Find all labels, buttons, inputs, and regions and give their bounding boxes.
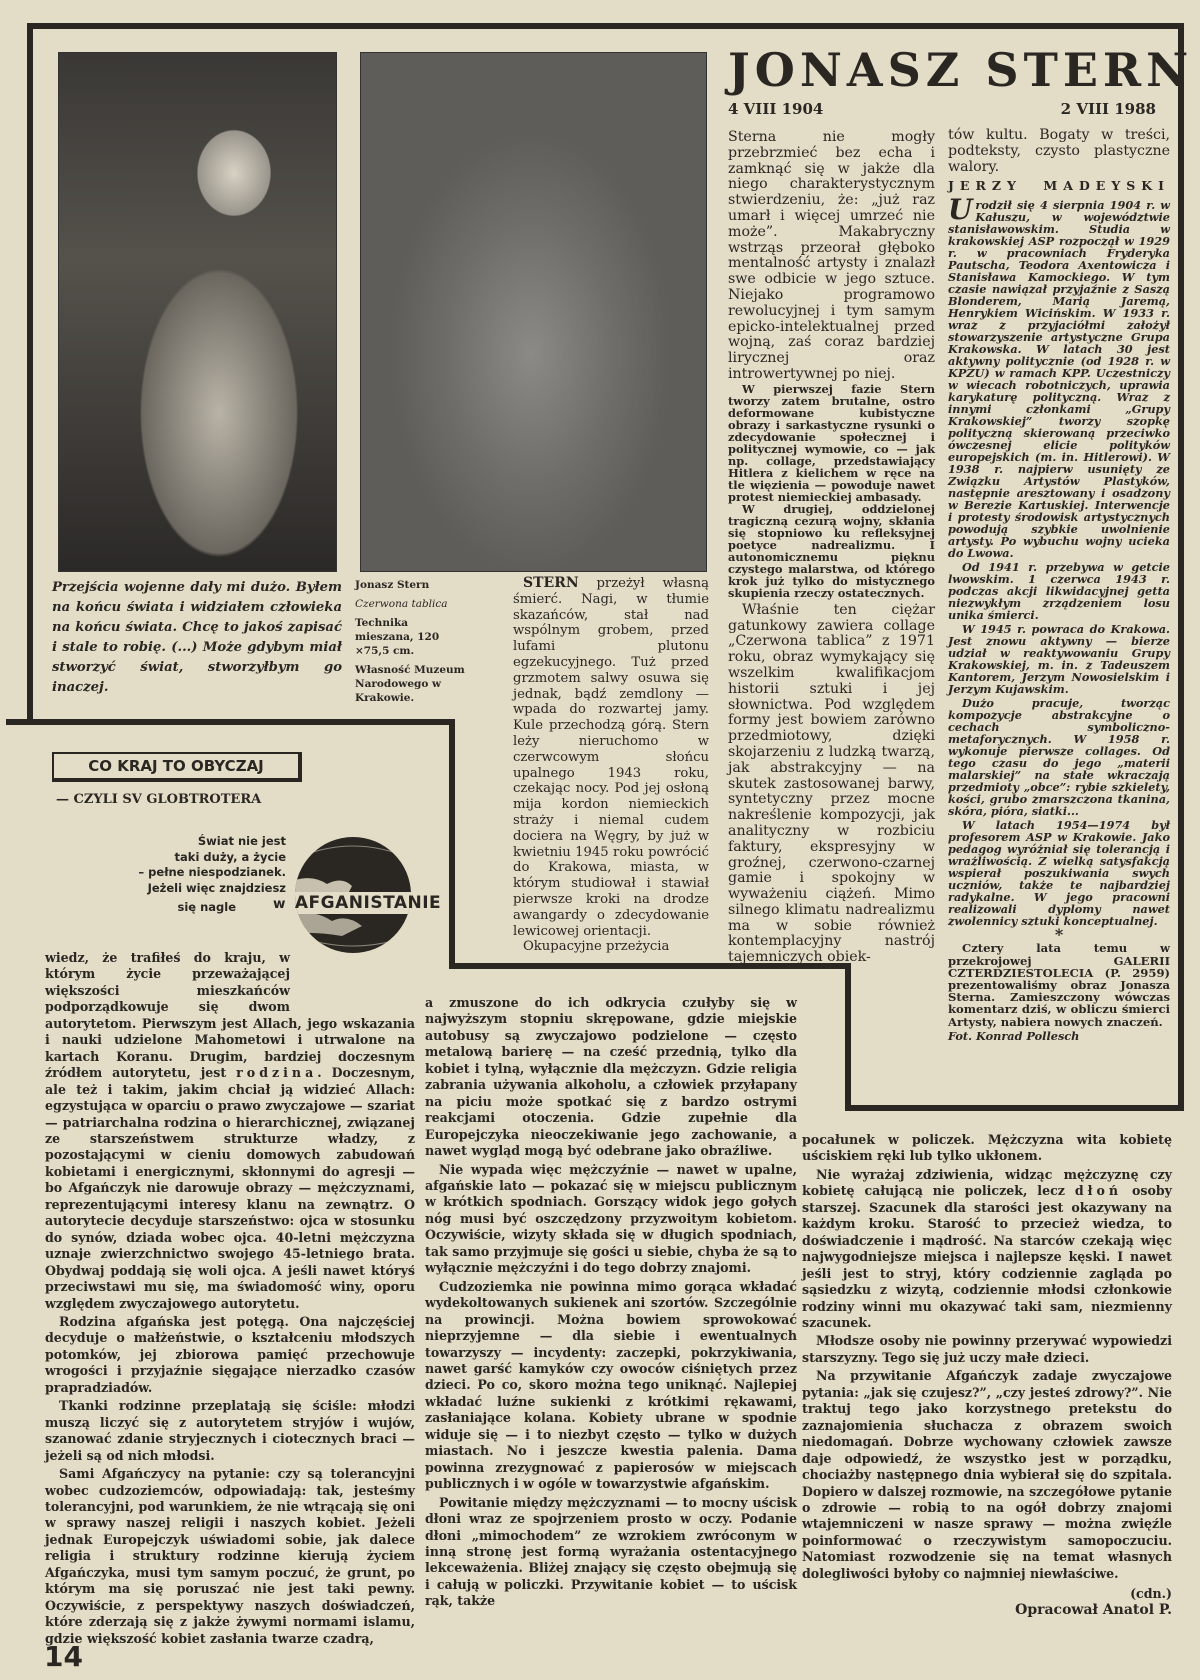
- text: osoby starszej. Szacunek dla starości jest okazywany na każdym kroku. Starość to przecież wiedza, to doświadczenie i mądrość. Na starców czekają więc najwygodniejsze miejsca i najlepsze kęski. I nawet jeśli jest to stryj, który codziennie zagląda po sąsiedzku z wizytą, codziennie młodsi członkowie rodziny winni mu okazywać taki sam, niezmienny szacunek.: [802, 1183, 1172, 1330]
- life-dates: [728, 100, 1156, 118]
- lead-line: – pełne niespodzianek.: [138, 865, 286, 879]
- section-subtitle: — CZYLI SV GLOBTROTERA: [56, 792, 262, 807]
- obituary-lead-column: [513, 576, 709, 955]
- lead-word: STERN: [523, 575, 579, 591]
- bio-paragraph: Od 1941 r. przebywa w getcie lwowskim. 1 czerwca 1943 r. podczas akcji likwidacyjnej getta niezwykłym zrządzeniem losu unika śmierci.: [948, 560, 1170, 623]
- obituary-title: JONASZ STERN: [728, 43, 1194, 97]
- drop-cap: U: [948, 193, 973, 227]
- lead-line: się nagle: [177, 900, 236, 914]
- paragraph: Powitanie między mężczyznami — to mocny uścisk dłoni wraz ze spojrzeniem prosto w oczy. Podanie dłoni „mimochodem” ze wzrokiem zwróconym w inną stronę jest formą wyrażania ostentacyjnego lekceważenia. Bliżej znający się często obejmują się i całują w policzki. Przywitanie kobiet — to uścisk rąk, także: [425, 1494, 797, 1609]
- travel-lead: [92, 834, 286, 916]
- lead-w: w: [273, 896, 286, 912]
- paragraph: a zmuszone do ich odkrycia czułyby się w najwyższym stopniu skrępowane, gdzie miejskie autobusy są zwyczajowo podzielone — często metalową barierę — na cześć przednią, tylko dla kobiet i tylną, wyłącznie dla mężczyzn. Gdzie religia zabrania używania alkoholu, a człowiek przyłapany na piciu może spotkać się z bardzo ostrymi reakcjami otoczenia. Gdzie zupełnie dla Europejczyka nieoczekiwanie jego zachowanie, a nawet wygląd mogą być odebrane jako obraźliwe.: [425, 995, 797, 1159]
- lead-paragraph: [513, 576, 709, 939]
- death-date: 2 VIII 1988: [1060, 100, 1156, 118]
- article-author: Opracował Anatol P.: [1015, 1602, 1172, 1619]
- paragraph: Właśnie ten ciężar gatunkowy zawiera collage „Czerwona tablica” z 1971 roku, obraz wymykający się wszelkim kwalifikacjom historii sztuki i jej słownictwa. Pod względem formy jest bowiem zarówno przedmiotowy, dzięki skojarzeniu z ludzką twarzą, jak abstrakcyjny — na skutek zastosowanej barwy, syntetyczny przez mocne nakreślenie kompozycji, jak analityczny w rozbiciu faktury, ekspresyjny w groźnej, czerwono-czarnej gamie i spokojny w wyważeniu ciążeń. Mimo silnego klimatu nadrealizmu ma w sobie również kontemplacyjny nastrój tajemniczych obiek-: [728, 601, 935, 966]
- travel-column-3: [802, 1132, 1172, 1619]
- bio-paragraph: rodził się 4 sierpnia 1904 r. w Kałuszu, w województwie stanisławowskim. Studia w krakowskiej ASP rozpoczął w 1929 r. w pracowniach Fryderyka Pautscha, Teodora Axentowicza i Stanisława Kamockiego. W tym czasie nawiązał przyjaźnie z Saszą Blonderem, Marią Jaremą, Henrykiem Wicińskim. W 1933 r. wraz z przyjaciółmi założył stowarzyszenie artystyczne Grupa Krakowska. W latach 30 jest aktywny politycznie (od 1928 r. w KPZU) w ramach KPP. Uczestniczy w wiecach robotniczych, uprawia karykaturę polityczną. Wraz z innymi członkami „Grupy Krakowskiej” tworzy szopkę polityczną skierowaną przeciwko ówczesnej elicie polityków europejskich (m. in. Hitlerowi). W 1938 r. najpierw usunięty ze Związku Artystów Plastyków, następnie aresztowany i osadzony w Berezie Kartuskiej. Interwencje i protesty środowisk artystycznych powodują szybkie uwolnienie artysty. Po wybuchu wojny ucieka do Lwowa.: [948, 198, 1170, 561]
- photo-credit: Fot. Konrad Pollesch: [948, 1028, 1080, 1043]
- paragraph: pocałunek w policzek. Mężczyzna wita kobietę uściskiem ręki lub tylko ukłonem.: [802, 1132, 1172, 1164]
- paragraph: Tkanki rodzinne przeplatają się ściśle: młodzi muszą liczyć się z autorytetem stryjów i wujów, szanować zdanie stryjecznych i ciotecznych braci — jeżeli są od nich młodsi.: [45, 1398, 415, 1463]
- text: wiedz, że trafiłeś do kraju, w którym życie przeważającej większości mieszkańców podporządkowuje się dwom autorytetom. Pierwszym jest Allach, jego wskazania i nauki udzielone Mahometowi i utrwalone na kartach Koranu. Drugim, bardziej doczesnym źródłem autorytetu, jest: [45, 950, 415, 1081]
- lead-line: Jeżeli więc znajdziesz: [147, 880, 286, 895]
- lead-line: Świat nie jest: [197, 834, 286, 848]
- travel-country-heading: [273, 893, 441, 913]
- travel-column-2: [425, 995, 797, 1612]
- travel-column-1: [45, 950, 415, 1649]
- birth-date: 4 VIII 1904: [728, 100, 824, 118]
- artwork-technique: Technika mieszana, 120 ×75,5 cm.: [355, 617, 440, 657]
- biography: [948, 193, 1170, 929]
- paragraph: Cudzoziemka nie powinna mimo gorąca wkładać wydekoltowanych sukienek ani szortów. Szczególnie na prowincji. Można bowiem sprowokować nieprzyjemne — dla siebie i ewentualnych towarzyszy — incydenty: zaczepki, pokrzykiwania, nawet garść kamyków czy owoców ciśniętych przez dzieci. Po co, skoro można tego uniknąć. Najlepiej wkładać luźne sukienki z krótkimi rękawami, zasłaniające kolana. Kobiety ubrane w spodnie widuje się — i to niezbyt często — tylko w dużych miastach. No i jeszcze kwestia palenia. Dama powinna zrezygnować z papierosów w miejscach publicznych i w ogóle w towarzystwie afgańskim.: [425, 1278, 797, 1492]
- paragraph: W drugiej, oddzielonej tragiczną cezurą wojny, skłania się stopniowo ku refleksyjnej poetyce nadrealizmu. I autonomicznemu pięknu czystego malarstwa, od którego krok już tylko do mistycznego skupienia rzeczy ostatecznych.: [728, 501, 935, 600]
- editorial-note: Cztery lata temu w przekrojowej GALERII CZTERDZIESTOLECIA (P. 2959) prezentowaliśmy obraz Jonasza Sterna. Zamieszczony wówczas komentarz dziś, w obliczu śmierci Artysty, nabiera nowych znaczeń.: [948, 941, 1170, 1029]
- bio-paragraph: W latach 1954—1974 był profesorem ASP w Krakowie. Jako pedagog wyróżniał się tolerancją i wrażliwością. Z wielką satysfakcją wspierał poszukiwania swych uczniów, także te najbardziej radykalne. W jego pracowni realizowali dyplomy nawet zwolennicy sztuki konceptualnej.: [948, 818, 1170, 929]
- paragraph: [45, 950, 415, 1312]
- author-signature: JERZY MADEYSKI: [948, 178, 1170, 194]
- artwork-title: Czerwona tablica: [355, 598, 448, 610]
- paragraph: [802, 1167, 1172, 1332]
- artwork-artist: Jonasz Stern: [355, 579, 430, 591]
- lead-paragraph-2: Okupacyjne przeżycia: [523, 939, 670, 955]
- emphasis: dłoń: [1074, 1183, 1123, 1199]
- text: Nie wyrażaj zdziwienia, widząc mężczyznę czy kobietę całującą nie policzek, lecz: [802, 1166, 1172, 1199]
- paragraph: Sterna nie mogły przebrzmieć bez echa i zamknąć się w jakże dla niego charakterystycznym stwierdzeniu, że: „już raz umarł i więcej umrzeć nie może”. Makabryczny wstrząs przeorał głęboko mentalność artysty i znalazł swe odbicie w jego sztuce. Niejako programowo rewolucyjnej i tym samym epicko-intelektualnej przed wojną, zaś coraz bardziej lirycznej oraz introwertywnej po niej.: [728, 129, 935, 382]
- bio-paragraph: Dużo pracuje, tworząc kompozycje abstrakcyjne o cechach symboliczno-metaforycznych. W 1958 r. wykonuje pierwsze collages. Od tego czasu do jego „materii malarskiej” na stałe wkraczają przedmioty „obce”: rybie szkielety, kości, grubo zmarszczona tkanina, skóra, pióra, siatki...: [948, 696, 1170, 819]
- artwork-caption: [355, 578, 467, 710]
- continued-note: (cdn.): [1130, 1586, 1172, 1602]
- paragraph: Na przywitanie Afgańczyk zadaje zwyczajowe pytania: „jak się czujesz?”, „czy jesteś zdrowy?”. Nie traktuj tego jako korzystnego pretekstu do zaznajomienia słuchacza z obrazem swoich niedomagań. Dobrze wychowany człowiek zawsze daje odpowiedź, że wszystko jest w porządku, chociażby następnego dnia wybierał się do szpitala. Dopiero w dalszej rozmowie, na szczegółowe pytanie o zdrowie — robią to na ogół dobrzy znajomi wtajemniczeni w nasze sprawy — można zwięźle poinformować o rzeczywistym samopoczuciu. Natomiast rozwodzenie się na temat własnych dolegliwości byłoby co najmniej niewłaściwe.: [802, 1368, 1172, 1581]
- separator: *: [1054, 925, 1064, 945]
- artwork-photo-czerwona-tablica: [360, 52, 707, 572]
- country-name: AFGANISTANIE: [294, 893, 442, 913]
- paragraph: Młodsze osoby nie powinny przerywać wypowiedzi starszyzny. Tego się już uczy małe dzieci.: [802, 1333, 1172, 1365]
- section-title-box: CO KRAJ TO OBYCZAJ: [52, 752, 302, 782]
- artwork-ownership: Własność Muzeum Narodowego w Krakowie.: [355, 664, 465, 704]
- lead-text: przeżył własną śmierć. Nagi, w tłumie skazańców, stał nad wspólnym grobem, przed lufami plutonu egzekucyjnego. Tuż przed grzmotem salwy osuwa się jednak, bądź zemdlony — wpada do rozwartej jamy. Kule przechodzą górą. Stern leży nieruchomo w czerwcowym słońcu upalnego 1943 roku, czekając nocy. Pod jej osłoną mija kordon niemieckich straży i niemal cudem dociera na Węgry, by już w kwietniu 1945 roku powrócić do Krakowa, miasta, w którym studiował i stawiał pierwsze kroki na drodze awangardy o zdecydowanie lewicowej orientacji.: [513, 576, 709, 939]
- paragraph: Rodzina afgańska jest potęgą. Ona najczęściej decyduje o małżeństwie, o kształceniu młodszych potomków, jej zbiorowa pamięć przechowuje wrogości i przyjaźnie sięgające nierzadko czasów prapradziadów.: [45, 1313, 415, 1395]
- obituary-column-b: [948, 128, 1170, 1043]
- paragraph: Nie wypada więc mężczyźnie — nawet w upalne, afgańskie lato — pokazać się w miejscu publicznym w krótkich spodniach. Gorszący widok jego gołych nóg musi być oszczędzony przyzwoitym kobietom. Oczywiście, wizyty składa się w długich spodniach, tak samo przyjmuje się gości u siebie, chyba że są to wyłącznie mężczyźni i do tego dobrzy znajomi.: [425, 1161, 797, 1276]
- bio-paragraph: W 1945 r. powraca do Krakowa. Jest znowu aktywny — bierze udział w reaktywowaniu Grupy Krakowskiej, m. in. z Tadeuszem Kantorem, Jerzym Nowosielskim i Jerzym Kujawskim.: [948, 622, 1170, 697]
- paragraph: Sami Afgańczycy na pytanie: czy są tolerancyjni wobec cudzoziemców, odpowiadają: tak, jesteśmy tolerancyjni, pod warunkiem, że nie wtrącają się oni w sprawy naszej religii i naszych kobiet. Jeżeli jednak Europejczyk uświadomi sobie, jak dalece religia i struktury rodzinne kierują życiem Afgańczyka, musi tym samym poczuć, że grunt, po którym ma się poruszać nie jest taki pewny. Oczywiście, z perspektywy naszych doświadczeń, które zderzają się z jakże żywymi normami islamu, gdzie większość kobiet zasłania twarze czadrą,: [45, 1466, 415, 1646]
- text: . Doczesnym, ale też i takim, jakim chciał ją widzieć Allach: egzystująca w oparciu o prawo zwyczajowe — szariat — patriarchalna rodzina o hierarchicznej, związanej ze starszeństwem strukturze władzy, z pozostającymi w cieniu domowych zabudowań kobietami i energicznymi, skłonnymi do agresji — bo Afgańczyk nie darowuje obrazy — mężczyznami, reprezentującymi interesy klanu na zewnątrz. O autorytecie decyduje starszeństwo: ojca w stosunku do synów, dziada wobec ojca. 40-letni mężczyzna uznaje zwierzchnictwo swojego 45-letniego brata. Obydwaj poddają się woli ojca. A jeśli nawet któryś przeciwstawi mu się, ma świadomość winy, oporu względem zwyczajowego autorytetu.: [45, 1065, 416, 1311]
- portrait-photo-jonasz-stern: [58, 52, 337, 572]
- globe-spacer: [290, 950, 415, 1000]
- photo-caption-quote: Przejścia wojenne dały mi dużo. Byłem na końcu świata i widziałem człowieka na końcu świata. Chcę to jakoś zapisać i stale to robię. (...) Może gdybym miał stworzyć świat, stworzyłbym go inaczej.: [52, 580, 342, 695]
- lead-line: taki duży, a życie: [174, 849, 286, 864]
- obituary-column-a: [728, 130, 935, 966]
- paragraph: W pierwszej fazie Stern tworzy zatem brutalne, ostro deformowane kubistyczne obrazy i sarkastyczne rysunki o zdecydowanie społecznej i politycznej wymowie, co — jak np. collage, przedstawiający Hitlera z kielichem w ręce na tle więzienia — powoduje nawet protest niemieckiej ambasady.: [728, 381, 935, 504]
- emphasis: rodzina: [236, 1065, 318, 1081]
- page-number: 14: [44, 1640, 83, 1673]
- paragraph: tów kultu. Bogaty w treści, podteksty, czysto plastyczne walory.: [948, 127, 1170, 175]
